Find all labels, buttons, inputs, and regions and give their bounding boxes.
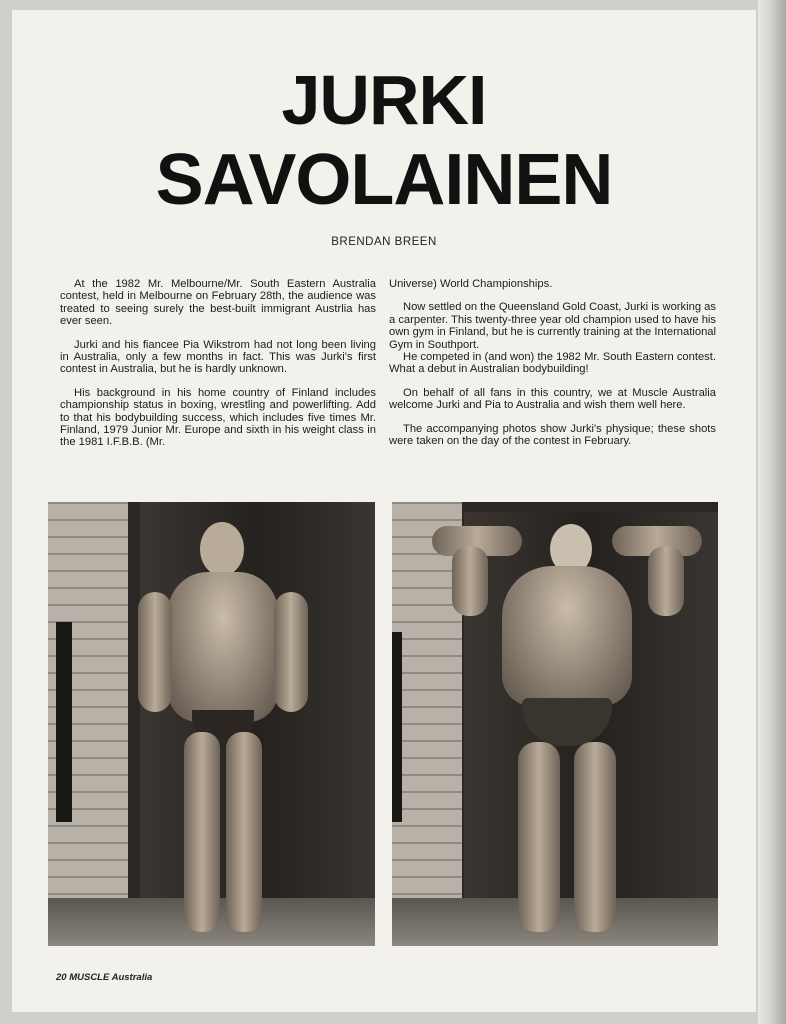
title-line-2: SAVOLAINEN	[155, 140, 613, 220]
article-column-1	[60, 278, 376, 460]
photo-back-pose	[392, 502, 718, 946]
byline: BRENDAN BREEN	[331, 236, 437, 248]
page-footer: 20 MUSCLE Australia	[56, 972, 153, 983]
paragraph: Now settled on the Queensland Gold Coast, Jurki is working as a carpenter. This twenty-three year old champion used to have his own gym in Finland, but he is currently training at the International Gym in Southport.	[389, 301, 716, 351]
magazine-page	[12, 10, 756, 1012]
photo-front-pose	[48, 502, 375, 946]
paragraph: The accompanying photos show Jurki's physique; these shots were taken on the day of the contest in February.	[389, 422, 716, 448]
page-spine-shadow	[758, 0, 786, 1024]
paragraph: Jurki and his fiancee Pia Wikstrom had not long been living in Australia, only a few months in fact. This was Jurki's first contest in Australia, but he is hardly unknown.	[60, 338, 376, 376]
title-line-1: JURKI	[281, 61, 487, 139]
bodybuilder-figure	[138, 522, 308, 942]
paragraph: Universe) World Championships.	[389, 278, 553, 290]
bodybuilder-figure	[432, 516, 702, 946]
paragraph: He competed in (and won) the 1982 Mr. South Eastern contest. What a debut in Australian bodybuilding!	[389, 351, 716, 376]
paragraph: His background in his home country of Finland includes championship status in boxing, wrestling and powerlifting. Add to that his bodybuilding success, which includes five times Mr. Finland, 1979 Junior Mr. Europe and sixth in his weight class in the 1981 I.F.B.B. (Mr.	[60, 386, 376, 449]
paragraph: At the 1982 Mr. Melbourne/Mr. South Eastern Australia contest, held in Melbourne on February 28th, the audience was treated to seeing surely the best-built immigrant Austrlia has ever seen.	[60, 278, 376, 328]
paragraph: On behalf of all fans in this country, we at Muscle Australia welcome Jurki and Pia to Australia and wish them well here.	[389, 386, 716, 412]
wall-frame	[392, 632, 402, 822]
wall-frame	[56, 622, 72, 822]
article-column-2	[389, 278, 716, 458]
